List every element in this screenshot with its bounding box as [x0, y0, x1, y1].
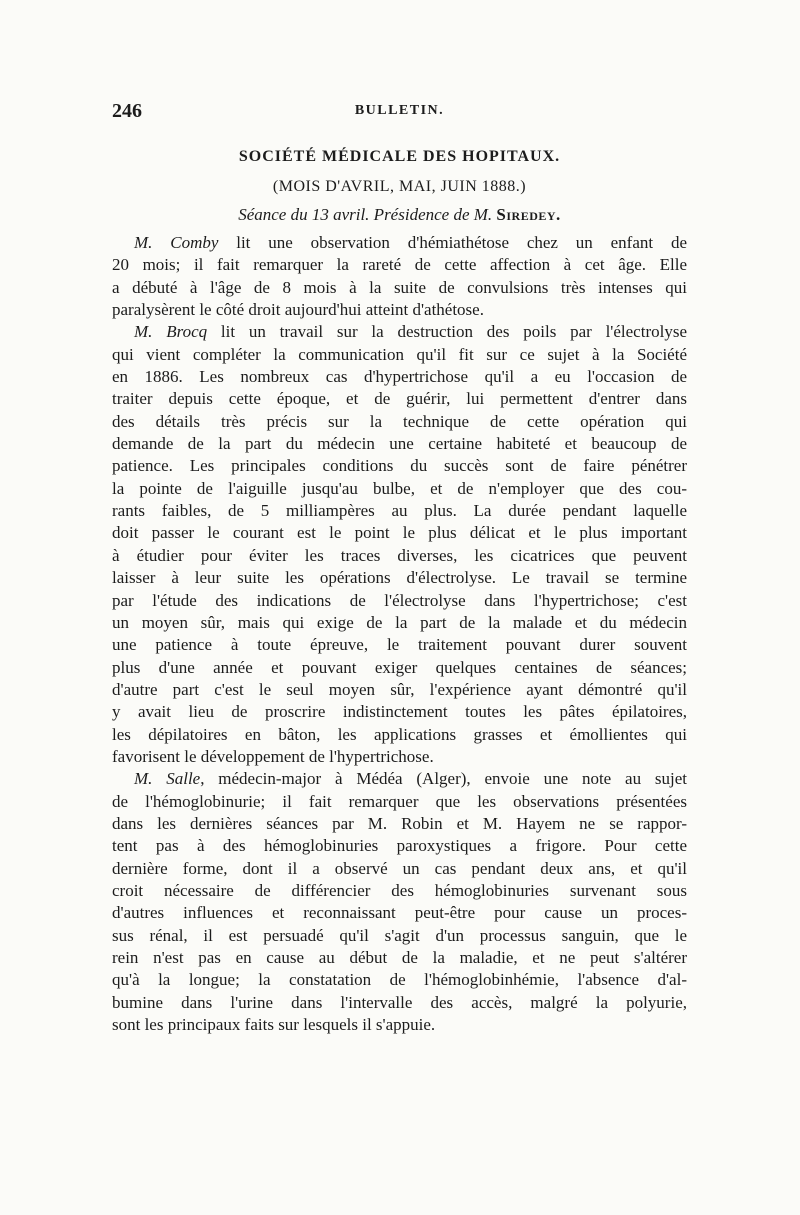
page-header: [112, 100, 687, 124]
paragraph-line: [112, 701, 687, 723]
line-text: une patience à toute épreuve, le traitement pouvant durer souvent: [112, 635, 687, 655]
paragraph-line: [112, 746, 687, 768]
paragraph-line: [112, 835, 687, 857]
line-text: des détails très précis sur la technique de cette opération qui: [112, 411, 687, 431]
line-text: favorisent le développement de l'hypertrichose.: [112, 746, 434, 766]
line-text: en 1886. Les nombreux cas d'hypertrichose qu'il a eu l'occasion de: [112, 367, 687, 387]
paragraph-line: [112, 969, 687, 991]
paragraph-line: [112, 947, 687, 969]
line-text: sont les principaux faits sur lesquels il s'appuie.: [112, 1015, 436, 1035]
line-text: d'autre part c'est le seul moyen sûr, l'expérience ayant démontré qu'il: [112, 679, 687, 699]
line-text: un moyen sûr, mais qui exige de la part de la malade et du médecin: [112, 612, 687, 632]
line-text: bumine dans l'urine dans l'intervalle des accès, malgré la polyurie,: [112, 992, 687, 1012]
page-number: 246: [112, 100, 142, 122]
line-text: patience. Les principales conditions du succès sont de faire pénétrer: [112, 456, 687, 476]
speaker-name: M. Salle: [134, 769, 201, 789]
line-text: doit passer le courant est le point le plus délicat et le plus important: [112, 523, 687, 543]
line-text: de l'hémoglobinurie; il fait remarquer que les observations présentées: [112, 791, 687, 811]
paragraph-line: [112, 545, 687, 567]
line-text: dans les dernières séances par M. Robin et M. Hayem ne se rappor-: [112, 813, 687, 833]
paragraph-line: [112, 232, 687, 254]
paragraph-line: [112, 321, 687, 343]
line-text: plus d'une année et pouvant exiger quelques centaines de séances;: [112, 657, 687, 677]
session-heading: [112, 205, 687, 225]
line-text: les dépilatoires en bâton, les applications grasses et émollientes qui: [112, 724, 687, 744]
paragraph-line: [112, 858, 687, 880]
line-text: traiter depuis cette époque, et de guérir, lui permettent d'entrer dans: [112, 389, 687, 409]
paragraph-line: [112, 791, 687, 813]
paragraph-line: [112, 612, 687, 634]
paragraph-line: [112, 411, 687, 433]
line-text: sus rénal, il est persuadé qu'il s'agit d'un processus sanguin, que le: [112, 925, 687, 945]
paragraph-line: [112, 433, 687, 455]
line-text: paralysèrent le côté droit aujourd'hui atteint d'athétose.: [112, 300, 484, 320]
paragraph-line: [112, 455, 687, 477]
paragraph-line: [112, 902, 687, 924]
session-president: Siredey.: [496, 205, 561, 224]
section-title: SOCIÉTÉ MÉDICALE DES HOPITAUX.: [238, 148, 561, 165]
paragraph-line: [112, 522, 687, 544]
line-text: d'autres influences et reconnaissant peut-être pour cause un proces-: [112, 903, 687, 923]
section-dates: [112, 178, 687, 196]
paragraph-line: [112, 1014, 687, 1036]
paragraph-line: [112, 388, 687, 410]
line-text: y avait lieu de proscrire indistinctement toutes les pâtes épilatoires,: [112, 702, 687, 722]
line-text: demande de la part du médecin une certaine habiteté et beaucoup de: [112, 434, 687, 454]
dates-year: 1888.: [481, 178, 521, 195]
paragraph-line: [112, 679, 687, 701]
paragraph-line: [112, 634, 687, 656]
paragraph-line: [112, 478, 687, 500]
line-text: a débuté à l'âge de 8 mois à la suite de convulsions très intenses qui: [112, 277, 687, 297]
line-text: rein n'est pas en cause au début de la maladie, et ne peut s'altérer: [112, 948, 687, 967]
paragraph-line: [112, 768, 687, 790]
paragraph-line: [112, 813, 687, 835]
paragraph-line: [112, 299, 687, 321]
body-text: [112, 232, 687, 1036]
line-text: lit un travail sur la destruction des poils par l'électrolyse: [207, 322, 687, 342]
line-text: à étudier pour éviter les traces diverses, les cicatrices que peuvent: [112, 545, 687, 565]
line-text: qui vient compléter la communication qu'il fit sur ce sujet à la Société: [112, 344, 687, 364]
paragraph-line: [112, 657, 687, 679]
line-text: par l'étude des indications de l'électrolyse dans l'hypertrichose; c'est: [112, 590, 687, 610]
line-text: croit nécessaire de différencier des hémoglobinuries survenant sous: [112, 880, 687, 900]
line-text: rants faibles, de 5 milliampères au plus. La durée pendant laquelle: [112, 501, 687, 521]
paragraph-line: [112, 344, 687, 366]
paragraph-line: [112, 724, 687, 746]
speaker-name: M. Brocq: [134, 322, 208, 342]
line-text: 20 mois; il fait remarquer la rareté de cette affection à cet âge. Elle: [112, 255, 687, 275]
line-text: la pointe de l'aiguille jusqu'au bulbe, et de n'employer que des cou-: [112, 478, 687, 498]
dates-open-paren: (: [272, 178, 279, 195]
line-text: dernière forme, dont il a observé un cas pendant deux ans, et qu'il: [112, 858, 687, 878]
line-text: , médecin-major à Médéa (Alger), envoie une note au sujet: [200, 769, 687, 789]
paragraph-line: [112, 992, 687, 1014]
running-head: BULLETIN.: [354, 103, 445, 118]
paragraph-line: [112, 500, 687, 522]
dates-close-paren: ): [520, 178, 527, 195]
line-text: laisser à leur suite les opérations d'électrolyse. Le travail se termine: [112, 568, 687, 588]
line-text: lit une observation d'hémiathétose chez un enfant de: [218, 233, 687, 252]
paragraph-line: [112, 254, 687, 276]
line-text: tent pas à des hémoglobinuries paroxystiques a frigore. Pour cette: [112, 836, 687, 856]
speaker-name: M. Comby: [134, 233, 219, 252]
paragraph-line: [112, 366, 687, 388]
paragraph-line: [112, 880, 687, 902]
paragraph-line: [112, 925, 687, 947]
dates-months: MOIS D'AVRIL, MAI, JUIN: [278, 178, 478, 195]
session-prefix: Séance du 13 avril. Présidence de M.: [238, 205, 493, 224]
paragraph-line: [112, 567, 687, 589]
paragraph-line: [112, 277, 687, 299]
line-text: qu'à la longue; la constatation de l'hémoglobinhémie, l'absence d'al-: [112, 970, 687, 990]
paragraph-line: [112, 590, 687, 612]
